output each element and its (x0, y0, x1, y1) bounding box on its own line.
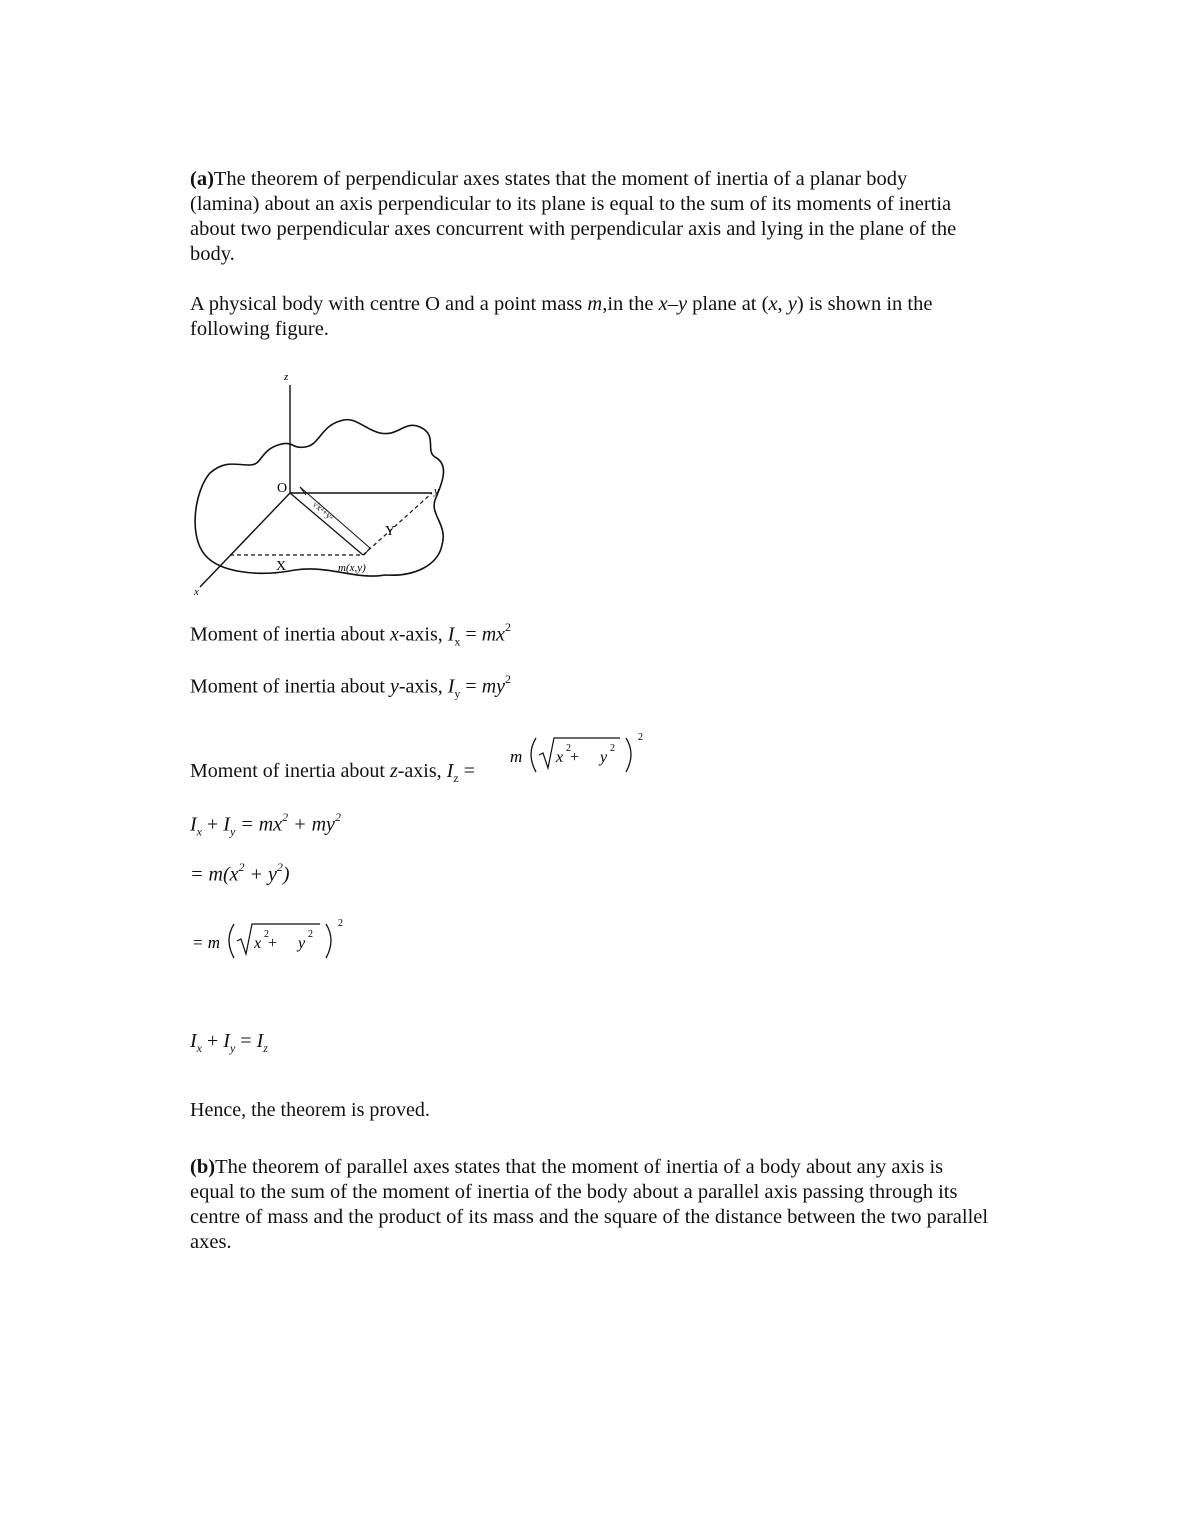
sum-sup2: 2 (334, 810, 341, 824)
figure-label-mass: m(x,y) (338, 562, 366, 574)
root-iz-radical (539, 738, 620, 768)
moment-x-I: I (447, 623, 455, 646)
figure-label-diagonal: √x²+y² (310, 498, 336, 523)
moment-y-sub: y (454, 686, 461, 701)
root-iz-right-paren (626, 738, 631, 772)
sum-I1: I (190, 813, 197, 836)
intro-text-2: ,in the (602, 293, 659, 315)
intro-x: x (768, 293, 778, 315)
moment-z-sub: z (453, 771, 459, 785)
root-iz-y-exp: 2 (610, 743, 615, 754)
root-eq-y-exp: 2 (308, 929, 313, 940)
moment-x-axis: x (389, 623, 399, 646)
moment-y-sup: 2 (505, 672, 512, 686)
figure-label-x: x (194, 586, 199, 598)
figure-label-z: z (284, 371, 289, 383)
final-sub3: z (263, 1041, 268, 1055)
sum-sub1: x (196, 824, 202, 839)
intro-y: y (787, 293, 797, 315)
moment-x-sup: 2 (505, 620, 512, 634)
moment-x-line (190, 622, 511, 650)
moment-z-line (190, 760, 475, 786)
root-iz-x-exp: 2 (566, 743, 571, 754)
factor-equation (190, 862, 290, 887)
moment-z-rest: -axis, (397, 760, 447, 782)
moment-x-rest: -axis, (398, 623, 448, 646)
root-eq-left-paren (229, 924, 234, 958)
moment-x-text: Moment of inertia about (190, 623, 390, 646)
part-a-paragraph (190, 167, 980, 267)
part-a-label: (a) (190, 168, 214, 190)
root-eq-x: x (254, 935, 262, 952)
root-iz-outer-exp: 2 (638, 732, 643, 743)
factor-sup2: 2 (276, 860, 283, 874)
intro-comma: , (777, 293, 788, 315)
final-equation (190, 1030, 268, 1056)
final-plus: + (202, 1030, 224, 1052)
sum-sup1: 2 (282, 810, 289, 824)
figure-label-X: X (276, 559, 287, 574)
moment-y-text: Moment of inertia about (190, 675, 390, 698)
moment-x-val: mx (481, 623, 506, 646)
perpendicular-axes-figure (180, 365, 470, 600)
factor-mid: + y (244, 863, 277, 886)
intro-text-1: A physical body with centre O and a point mass (190, 293, 588, 315)
part-a-text: The theorem of perpendicular axes states that the moment of inertia of a planar body (lamina) about an axis perpendicular to its plane is equal to the sum of its moments of inertia about two perpendicular axes concurrent with perpendicular axis and lying in the plane of the body. (190, 168, 957, 265)
final-I2: I (223, 1030, 230, 1052)
sum-mid: + my (288, 813, 335, 836)
sum-rhs: = mx (235, 813, 283, 836)
final-I3: I (256, 1030, 264, 1052)
moment-y-val: my (481, 675, 506, 698)
final-eq: = (235, 1030, 257, 1052)
position-vector (290, 493, 363, 555)
intro-m: m (587, 293, 603, 315)
moment-z-I: I (446, 760, 454, 782)
figure-label-O: O (277, 481, 288, 496)
moment-z-text: Moment of inertia about (190, 760, 390, 782)
root-eq-outer-exp: 2 (338, 918, 343, 929)
root-eq-eqm: = m (192, 933, 220, 952)
root-expression-iz (508, 728, 656, 780)
sum-equation (190, 812, 341, 840)
position-vector-parallel (300, 487, 370, 548)
part-b-label: (b) (190, 1156, 216, 1178)
sum-sub2: y (229, 824, 236, 839)
factor-post: ) (282, 863, 290, 886)
y-projection-dashed (363, 493, 432, 555)
intro-xy: x–y (658, 293, 688, 315)
figure-label-Y: Y (385, 524, 396, 539)
moment-y-line (190, 674, 511, 702)
intro-text-4: ) is shown in the following figure. (190, 293, 933, 340)
moment-y-I: I (447, 675, 455, 698)
root-eq-y: y (298, 935, 306, 952)
moment-x-sub: x (454, 634, 461, 649)
part-b-paragraph (190, 1155, 990, 1255)
root-eq-right-paren (326, 924, 331, 958)
root-iz-y: y (600, 749, 608, 766)
sum-I2: I (223, 813, 230, 836)
final-I1: I (190, 1030, 197, 1052)
final-sub2: y (229, 1041, 236, 1055)
intro-text-3: plane at ( (687, 293, 769, 315)
conclusion-text: Hence, the theorem is proved. (190, 1099, 430, 1121)
root-iz-x: x (556, 749, 564, 766)
moment-x-eq: = (460, 623, 482, 646)
intro-paragraph (190, 292, 970, 342)
moment-y-axis: y (389, 675, 399, 698)
part-b-text: The theorem of parallel axes states that the moment of inertia of a body about any axis is equal to the sum of the moment of inertia of the body about a parallel axis passing through its centre of mass and the product of its mass and the square of the distance between the two parallel axes. (190, 1156, 989, 1253)
root-eq-x-exp: 2 (264, 929, 269, 940)
moment-z-axis: z (389, 760, 398, 782)
moment-z-eq: = (458, 760, 475, 782)
final-sub1: x (196, 1041, 202, 1055)
figure-label-y: y (434, 485, 439, 497)
sum-plus: + (202, 813, 224, 836)
factor-sup1: 2 (238, 860, 245, 874)
moment-y-eq: = (460, 675, 482, 698)
moment-y-rest: -axis, (398, 675, 448, 698)
root-expression-equation (190, 912, 360, 968)
root-eq-plus: + (268, 935, 278, 952)
root-iz-left-paren (531, 738, 536, 772)
root-iz-plus: + (570, 749, 580, 766)
factor-pre: = m(x (190, 863, 239, 886)
root-iz-m: m (510, 747, 523, 766)
